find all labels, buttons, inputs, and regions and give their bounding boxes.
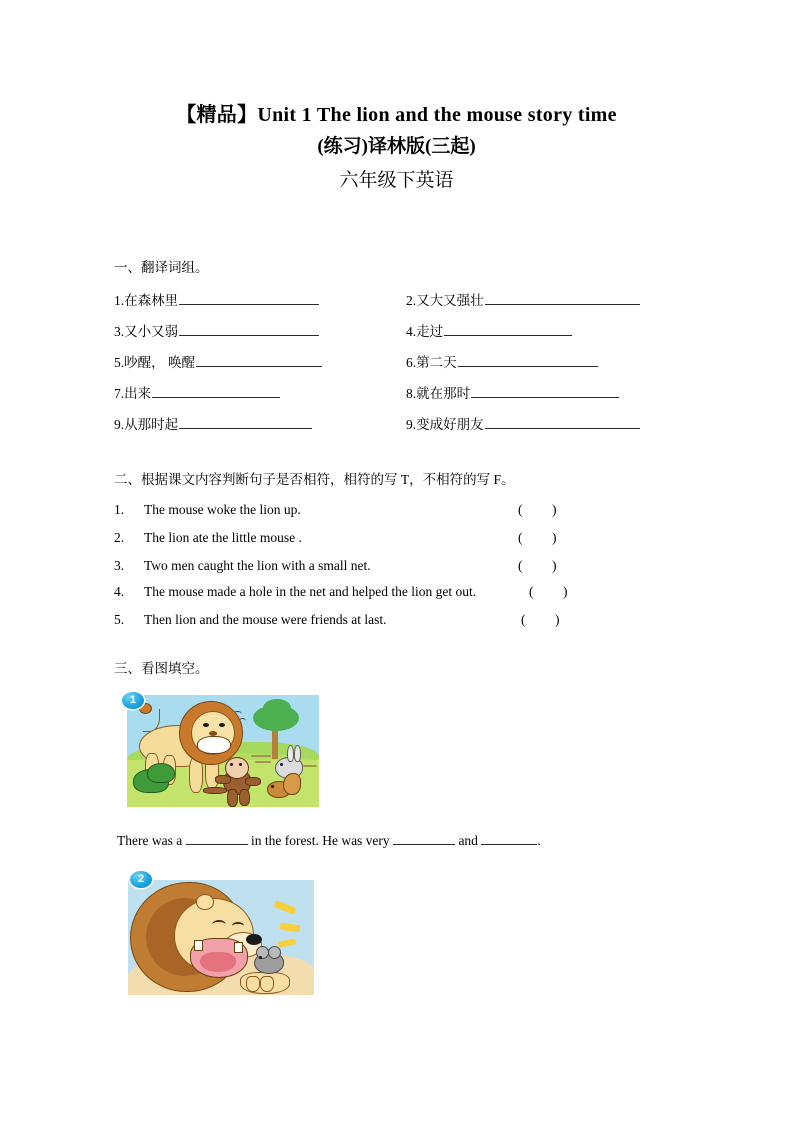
phrase-answer-rule[interactable] (179, 291, 319, 305)
paren-close: ) (563, 584, 568, 599)
phrase-answer-rule[interactable] (179, 415, 312, 429)
tf-answer-parens[interactable] (518, 500, 557, 519)
tf-statement: The mouse made a hole in the net and helped the lion get out. (144, 584, 477, 599)
section-two-heading: 二、根据课文内容判断句子是否相符，相符的写 T，不相符的写 F。 (114, 472, 515, 487)
paren-open: ( (529, 584, 534, 599)
sentence-blank[interactable] (481, 832, 537, 845)
monkey-leg (227, 789, 238, 807)
sentence-blank[interactable] (186, 832, 248, 845)
sentence-blank[interactable] (393, 832, 455, 845)
tf-answer-parens[interactable] (529, 582, 568, 601)
phrase-label: 2.又大又强壮 (406, 293, 484, 308)
tf-number: 4. (114, 584, 125, 599)
phrase-answer-rule[interactable] (471, 384, 619, 398)
phrase-label: 1.在森林里 (114, 293, 179, 308)
lion-eye-icon (219, 723, 225, 727)
phrase-label: 6.第二天 (406, 355, 457, 370)
paren-close: ) (552, 502, 557, 517)
shout-mark (280, 923, 301, 933)
tf-number: 3. (114, 558, 125, 573)
phrase-answer-rule[interactable] (444, 322, 572, 336)
tf-row (114, 500, 674, 519)
phrase-answer-rule[interactable] (179, 322, 319, 336)
phrase-item-1 (114, 291, 319, 310)
tf-answer-parens[interactable] (518, 528, 557, 547)
phrase-answer-rule[interactable] (485, 291, 640, 305)
title-line-primary: 【精品】Unit 1 The lion and the mouse story time (176, 104, 617, 126)
paren-close: ) (552, 530, 557, 545)
phrase-item-4 (406, 322, 572, 341)
paren-close: ) (552, 558, 557, 573)
lion-tooth (194, 940, 203, 951)
phrase-label: 3.又小又弱 (114, 324, 179, 339)
title-line-secondary: (练习)译林版(三起) (317, 136, 476, 157)
tf-number: 5. (114, 612, 125, 627)
paren-open: ( (518, 502, 523, 517)
monkey-tail (203, 787, 227, 794)
page-title (110, 100, 683, 198)
monkey-eye-icon (239, 763, 242, 766)
motion-line (255, 761, 271, 763)
rabbit-eye-icon (280, 763, 283, 766)
mouse-eye-icon (259, 956, 262, 959)
tf-row (114, 582, 674, 601)
sentence-part: in the forest. He was very (250, 833, 390, 848)
tf-statement: The lion ate the little mouse . (144, 530, 302, 545)
monkey-eye-icon (230, 763, 233, 766)
bush-icon (147, 763, 175, 783)
tf-statement: The mouse woke the lion up. (144, 502, 301, 517)
rabbit-ear (287, 745, 294, 762)
paren-open: ( (518, 558, 523, 573)
tree-foliage-icon (263, 699, 291, 717)
rabbit-ear (294, 745, 301, 762)
lion-open-mouth (197, 736, 231, 754)
phrase-item-7 (114, 384, 280, 403)
illustration-lion-roaring-at-mouse (128, 880, 314, 995)
lion-eye-icon (212, 920, 226, 929)
section-three-heading: 三、看图填空。 (114, 661, 209, 676)
lion-claw (246, 976, 260, 992)
lion-claw (260, 976, 274, 992)
phrase-item-9-left (114, 415, 312, 434)
phrase-label: 9.变成好朋友 (406, 417, 484, 432)
illustration-lion-scaring-animals (127, 695, 319, 807)
lion-tooth (234, 942, 243, 953)
picture-two (128, 880, 314, 995)
squirrel-tail (283, 773, 301, 795)
lion-nose-icon (246, 934, 262, 945)
tf-answer-parens[interactable] (518, 556, 557, 575)
lion-ear (196, 894, 214, 910)
fill-sentence-one (117, 832, 541, 850)
mouse-ear (268, 946, 281, 959)
phrase-item-8 (406, 384, 619, 403)
shout-mark (273, 900, 296, 915)
phrase-item-3 (114, 322, 319, 341)
picture-one (127, 695, 319, 807)
phrase-answer-rule[interactable] (152, 384, 280, 398)
sentence-part: and (458, 833, 478, 848)
tf-row (114, 610, 674, 629)
monkey-arm (245, 777, 261, 786)
paren-open: ( (521, 612, 526, 627)
shout-mark (278, 938, 297, 948)
phrase-item-9-right (406, 415, 640, 434)
phrase-answer-rule[interactable] (458, 353, 598, 367)
phrase-item-5 (114, 353, 322, 372)
monkey-arm (215, 775, 231, 784)
tf-number: 2. (114, 530, 125, 545)
section-one-heading: 一、翻译词组。 (114, 260, 209, 275)
phrase-answer-rule[interactable] (485, 415, 640, 429)
paren-open: ( (518, 530, 523, 545)
title-line-grade: 六年级下英语 (339, 170, 454, 191)
phrase-label: 8.就在那时 (406, 386, 471, 401)
phrase-answer-rule[interactable] (196, 353, 322, 367)
picture-one-badge: 1 (122, 692, 144, 709)
tf-answer-parens[interactable] (521, 610, 560, 629)
phrase-label: 5.吵醒， 唤醒 (114, 355, 195, 370)
motion-line (251, 755, 271, 757)
tf-row (114, 556, 674, 575)
paren-close: ) (555, 612, 560, 627)
tf-statement: Then lion and the mouse were friends at last. (144, 612, 387, 627)
phrase-item-2 (406, 291, 640, 310)
monkey-leg (239, 789, 250, 806)
tf-number: 1. (114, 502, 125, 517)
phrase-item-6 (406, 353, 598, 372)
tf-row (114, 528, 674, 547)
phrase-label: 9.从那时起 (114, 417, 179, 432)
motion-line (303, 765, 317, 767)
sentence-part: There was a (117, 833, 183, 848)
phrase-label: 4.走过 (406, 324, 444, 339)
sentence-part: . (537, 833, 541, 848)
picture-two-badge: 2 (130, 871, 152, 888)
lion-eye-icon (232, 922, 244, 930)
tf-statement: Two men caught the lion with a small net. (144, 558, 371, 573)
lion-tongue (200, 952, 236, 972)
lion-eye-icon (203, 723, 209, 727)
phrase-label: 7.出来 (114, 386, 152, 401)
squirrel-eye-icon (271, 785, 274, 788)
